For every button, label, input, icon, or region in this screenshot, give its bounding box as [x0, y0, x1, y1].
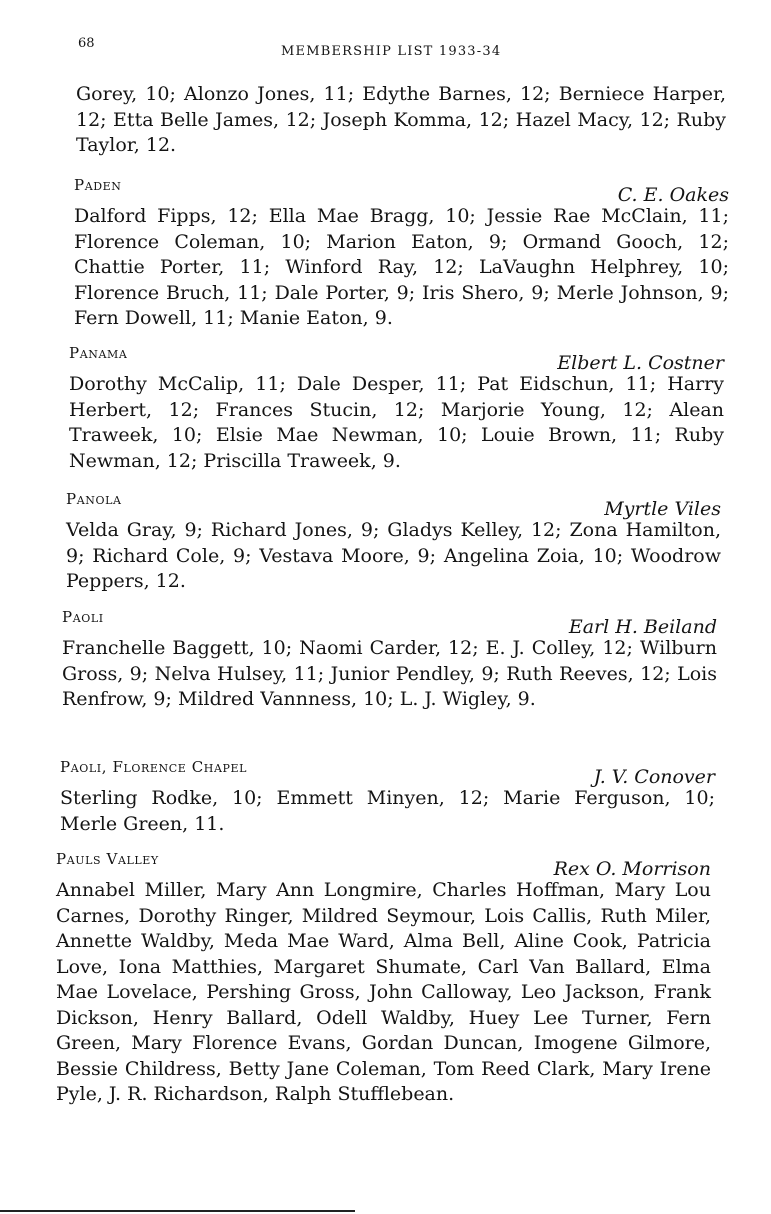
member-list: Sterling Rodke, 10; Emmett Minyen, 12; Marie Ferguson, 10; Merle Green, 11. [60, 787, 715, 835]
section-heading [66, 490, 721, 518]
town-name: Paden [74, 176, 122, 194]
section-pauls-valley [56, 850, 711, 1108]
section-paoli-florence-chapel [60, 758, 715, 837]
section-panama [69, 344, 724, 474]
advisor-name: Earl H. Beiland [568, 616, 717, 638]
section-heading [56, 850, 711, 878]
footer-rule [0, 1210, 355, 1212]
advisor-name: C. E. Oakes [617, 184, 729, 206]
member-list: Annabel Miller, Mary Ann Longmire, Charles Hoffman, Mary Lou Carnes, Dorothy Ringer, Mildred Seymour, Lois Callis, Ruth Miler, Annette Waldby, Meda Mae Ward, Alma Bell, Aline Cook, Patricia Love, Iona Matthies, Margaret Shumate, Carl Van Ballard, Elma Mae Lovelace, Pershing Gross, John Calloway, Leo Jackson, Frank Dickson, Henry Ballard, Odell Waldby, Huey Lee Turner, Fern Green, Mary Florence Evans, Gordan Duncan, Imogene Gilmore, Bessie Childress, Betty Jane Coleman, Tom Reed Clark, Mary Irene Pyle, J. R. Richardson, Ralph Stufflebean. [56, 879, 711, 1105]
page-number: 68 [78, 36, 95, 51]
section-heading [62, 608, 717, 636]
member-list: Dalford Fipps, 12; Ella Mae Bragg, 10; Jessie Rae McClain, 11; Florence Coleman, 10; Marion Eaton, 9; Ormand Gooch, 12; Chattie Porter, 11; Winford Ray, 12; LaVaughn Helphrey, 10; Florence Bruch, 11; Dale Porter, 9; Iris Shero, 9; Merle Johnson, 9; Fern Dowell, 11; Manie Eaton, 9. [74, 205, 729, 329]
section-heading [60, 758, 715, 786]
advisor-name: Myrtle Viles [604, 498, 721, 520]
town-name: Pauls Valley [56, 850, 159, 868]
section-paoli [62, 608, 717, 713]
town-name: Panama [69, 344, 128, 362]
section-heading [69, 344, 724, 372]
town-name: Panola [66, 490, 122, 508]
section-paden [74, 176, 729, 332]
town-name: Paoli, Florence Chapel [60, 758, 248, 776]
section-panola [66, 490, 721, 595]
section-heading [74, 176, 729, 204]
advisor-name: Elbert L. Costner [557, 352, 724, 374]
running-head: MEMBERSHIP LIST 1933-34 [281, 44, 502, 59]
town-name: Paoli [62, 608, 104, 626]
member-list: Velda Gray, 9; Richard Jones, 9; Gladys Kelley, 12; Zona Hamilton, 9; Richard Cole, 9; Vestava Moore, 9; Angelina Zoia, 10; Woodrow Peppers, 12. [66, 519, 721, 592]
member-list: Dorothy McCalip, 11; Dale Desper, 11; Pat Eidschun, 11; Harry Herbert, 12; Frances Stucin, 12; Marjorie Young, 12; Alean Traweek, 10; Elsie Mae Newman, 10; Louie Brown, 11; Ruby Newman, 12; Priscilla Traweek, 9. [69, 373, 724, 472]
continued-member-list: Gorey, 10; Alonzo Jones, 11; Edythe Barnes, 12; Berniece Harper, 12; Etta Belle James, 12; Joseph Komma, 12; Hazel Macy, 12; Ruby Taylor, 12. [76, 83, 726, 156]
advisor-name: Rex O. Morrison [553, 858, 711, 880]
advisor-name: J. V. Conover [593, 766, 715, 788]
member-list: Franchelle Baggett, 10; Naomi Carder, 12; E. J. Colley, 12; Wilburn Gross, 9; Nelva Hulsey, 11; Junior Pendley, 9; Ruth Reeves, 12; Lois Renfrow, 9; Mildred Vannness, 10; L. J. Wigley, 9. [62, 637, 717, 710]
